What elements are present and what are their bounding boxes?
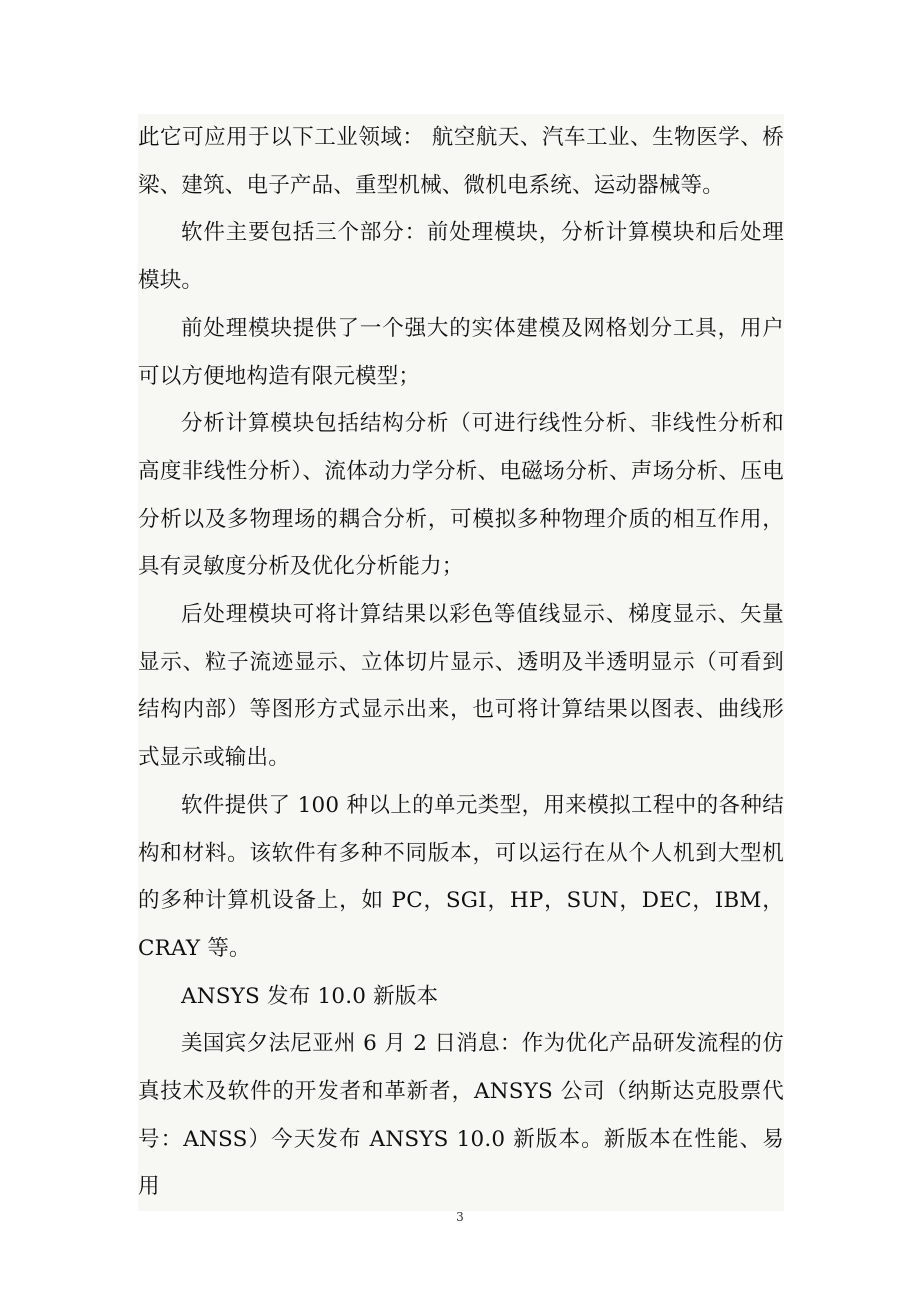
document-body: [138, 114, 784, 1211]
paragraph-industries: 此它可应用于以下工业领域： 航空航天、汽车工业、生物医学、桥梁、建筑、电子产品、重型机械、微机电系统、运动器械等。: [138, 125, 784, 198]
paragraph-analysis: 分析计算模块包括结构分析（可进行线性分析、非线性分析和高度非线性分析）、流体动力学分析、电磁场分析、声场分析、压电分析以及多物理场的耦合分析，可模拟多种物理介质的相互作用，具有灵敏度分析及优化分析能力；: [138, 411, 784, 580]
paragraph-ansys-release: 美国宾夕法尼亚州 6 月 2 日消息：作为优化产品研发流程的仿真技术及软件的开发者和革新者，ANSYS 公司（纳斯达克股票代号：ANSS）今天发布 ANSYS 10.0 新版本。新版本在性能、易用: [138, 1031, 784, 1200]
paragraph-modules-overview: 软件主要包括三个部分：前处理模块，分析计算模块和后处理模块。: [138, 220, 784, 294]
paragraph-preprocessing: 前处理模块提供了一个强大的实体建模及网格划分工具，用户可以方便地构造有限元模型；: [138, 315, 784, 389]
page-number: 3: [456, 1210, 464, 1224]
paragraph-postprocessing: 后处理模块可将计算结果以彩色等值线显示、梯度显示、矢量显示、粒子流迹显示、立体切片显示、透明及半透明显示（可看到结构内部）等图形方式显示出来，也可将计算结果以图表、曲线形式显示或输出。: [138, 602, 784, 771]
section-heading-ansys-10: ANSYS 发布 10.0 新版本: [181, 983, 439, 1009]
paragraph-element-types: 软件提供了 100 种以上的单元类型，用来模拟工程中的各种结构和材料。该软件有多种不同版本，可以运行在从个人机到大型机的多种计算机设备上，如 PC，SGI，HP，SUN，DEC，IBM，CRAY 等。: [138, 792, 784, 961]
